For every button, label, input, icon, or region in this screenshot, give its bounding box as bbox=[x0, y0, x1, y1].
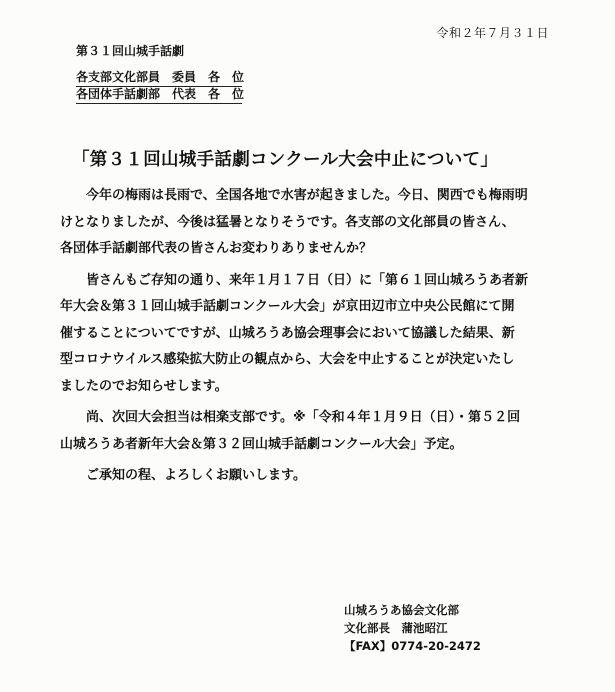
addressee-line-1: 各支部文化部員 委員 各 位 bbox=[76, 68, 242, 87]
signature-department: 山城ろうあ協会文化部 bbox=[344, 603, 459, 617]
paragraph-line: ましたのでお知らせします。 bbox=[60, 378, 228, 394]
paragraph-line: 山城ろうあ者新年大会＆第３２回山城手話劇コンクール大会」予定。 bbox=[60, 436, 463, 452]
paragraph-line: 尚、次回大会担当は相楽支部です。※「令和４年１月９日（日）・第５２回 bbox=[86, 410, 521, 425]
paragraph-line: 年大会＆第３１回山城手話劇コンクール大会」が京田辺市立中央公民館にて開 bbox=[60, 299, 515, 314]
document-body bbox=[60, 183, 550, 495]
signature-block bbox=[344, 601, 481, 655]
paragraph-line: 各団体手話劇部代表の皆さんお変わりありませんか？ bbox=[60, 241, 373, 256]
document-title: 「第３１回山城手話劇コンクール大会中止について」 bbox=[72, 150, 499, 170]
paragraph-3 bbox=[60, 405, 550, 458]
paragraph-4 bbox=[60, 463, 550, 490]
paragraph-line: ご承知の程、よろしくお願いします。 bbox=[86, 468, 306, 483]
document-date: 令和２年７月３１日 bbox=[436, 26, 549, 40]
paragraph-1 bbox=[60, 183, 550, 263]
paragraph-line: 型コロナウイルス感染拡大防止の観点から、大会を中止することが決定いたし bbox=[60, 352, 515, 367]
paragraph-line: 皆さんもご存知の通り、来年１月１７日（日）に「第６１回山城ろうあ者新 bbox=[86, 272, 529, 288]
signature-head: 文化部長 蒲池昭江 bbox=[344, 621, 448, 635]
paragraph-2 bbox=[60, 268, 550, 401]
paragraph-line: けとなりましたが、今後は猛暑となりそうです。各支部の文化部員の皆さん、 bbox=[60, 214, 515, 230]
paragraph-line: 催することについてですが、山城ろうあ協会理事会において協議した結果、新 bbox=[60, 325, 515, 341]
addressee-line-2: 各団体手話劇部 代表 各 位 bbox=[76, 85, 242, 104]
organization-name: 第３１回山城手話劇 bbox=[76, 44, 185, 58]
paragraph-line: 今年の梅雨は長雨で、全国各地で水害が起きました。今日、関西でも梅雨明 bbox=[86, 188, 528, 203]
signature-fax: 【FAX】0774-20-2472 bbox=[344, 639, 481, 653]
